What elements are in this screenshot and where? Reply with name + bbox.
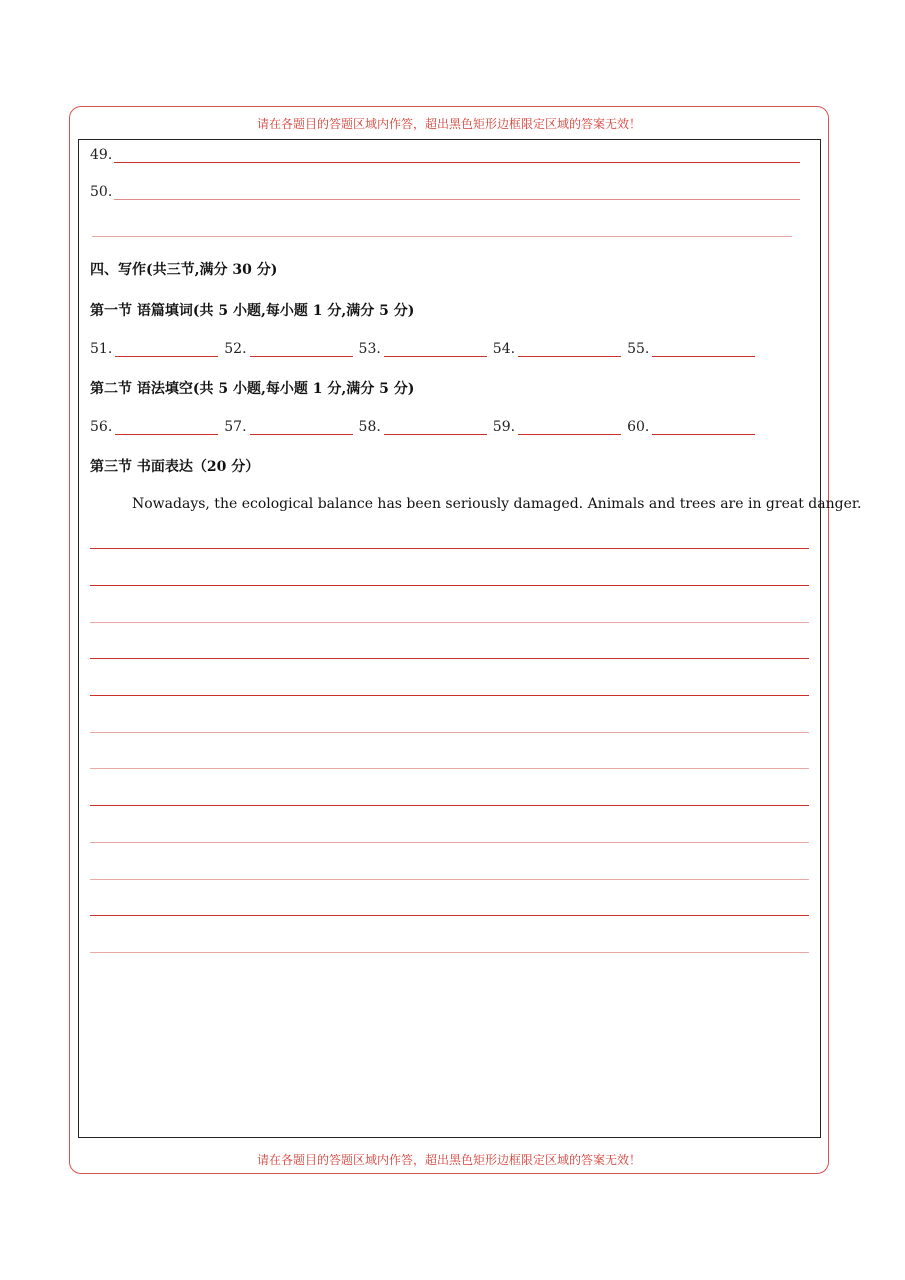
writing-line[interactable] xyxy=(90,622,809,623)
blank-54[interactable]: 54. xyxy=(493,341,621,357)
question-50-answer-line[interactable] xyxy=(114,199,800,200)
blank-55[interactable]: 55. xyxy=(627,341,755,357)
writing-line[interactable] xyxy=(90,952,809,953)
part-one-blanks xyxy=(90,341,761,357)
warning-bottom: 请在各题目的答题区域内作答，超出黑色矩形边框限定区域的答案无效！ xyxy=(256,1153,641,1167)
blank-52[interactable]: 52. xyxy=(224,341,352,357)
section-four-title: 四、写作(共三节,满分 30 分) xyxy=(90,262,278,278)
answer-area-box xyxy=(78,139,821,1138)
part-three-title: 第三节 书面表达（20 分） xyxy=(90,459,260,475)
writing-line[interactable] xyxy=(90,805,809,806)
blank-57[interactable]: 57. xyxy=(224,419,352,435)
writing-line[interactable] xyxy=(90,658,809,659)
blank-56[interactable]: 56. xyxy=(90,419,218,435)
writing-line[interactable] xyxy=(90,879,809,880)
question-49-label: 49. xyxy=(90,147,113,163)
writing-line[interactable] xyxy=(90,842,809,843)
part-two-title: 第二节 语法填空(共 5 小题,每小题 1 分,满分 5 分) xyxy=(90,381,415,397)
warning-top: 请在各题目的答题区域内作答，超出黑色矩形边框限定区域的答案无效！ xyxy=(256,117,641,131)
blank-51[interactable]: 51. xyxy=(90,341,218,357)
part-one-title: 第一节 语篇填词(共 5 小题,每小题 1 分,满分 5 分) xyxy=(90,303,415,319)
writing-prompt: Nowadays, the ecological balance has been seriously damaged. Animals and trees are in great danger. xyxy=(132,496,862,512)
blank-53[interactable]: 53. xyxy=(359,341,487,357)
writing-line[interactable] xyxy=(90,915,809,916)
question-50-answer-line-2[interactable] xyxy=(92,236,792,237)
writing-line[interactable] xyxy=(90,732,809,733)
blank-58[interactable]: 58. xyxy=(359,419,487,435)
writing-line[interactable] xyxy=(90,548,809,549)
blank-59[interactable]: 59. xyxy=(493,419,621,435)
part-two-blanks xyxy=(90,419,761,435)
writing-line[interactable] xyxy=(90,695,809,696)
question-49-answer-line[interactable] xyxy=(114,162,800,163)
question-50-label: 50. xyxy=(90,184,113,200)
writing-line[interactable] xyxy=(90,768,809,769)
writing-line[interactable] xyxy=(90,585,809,586)
blank-60[interactable]: 60. xyxy=(627,419,755,435)
